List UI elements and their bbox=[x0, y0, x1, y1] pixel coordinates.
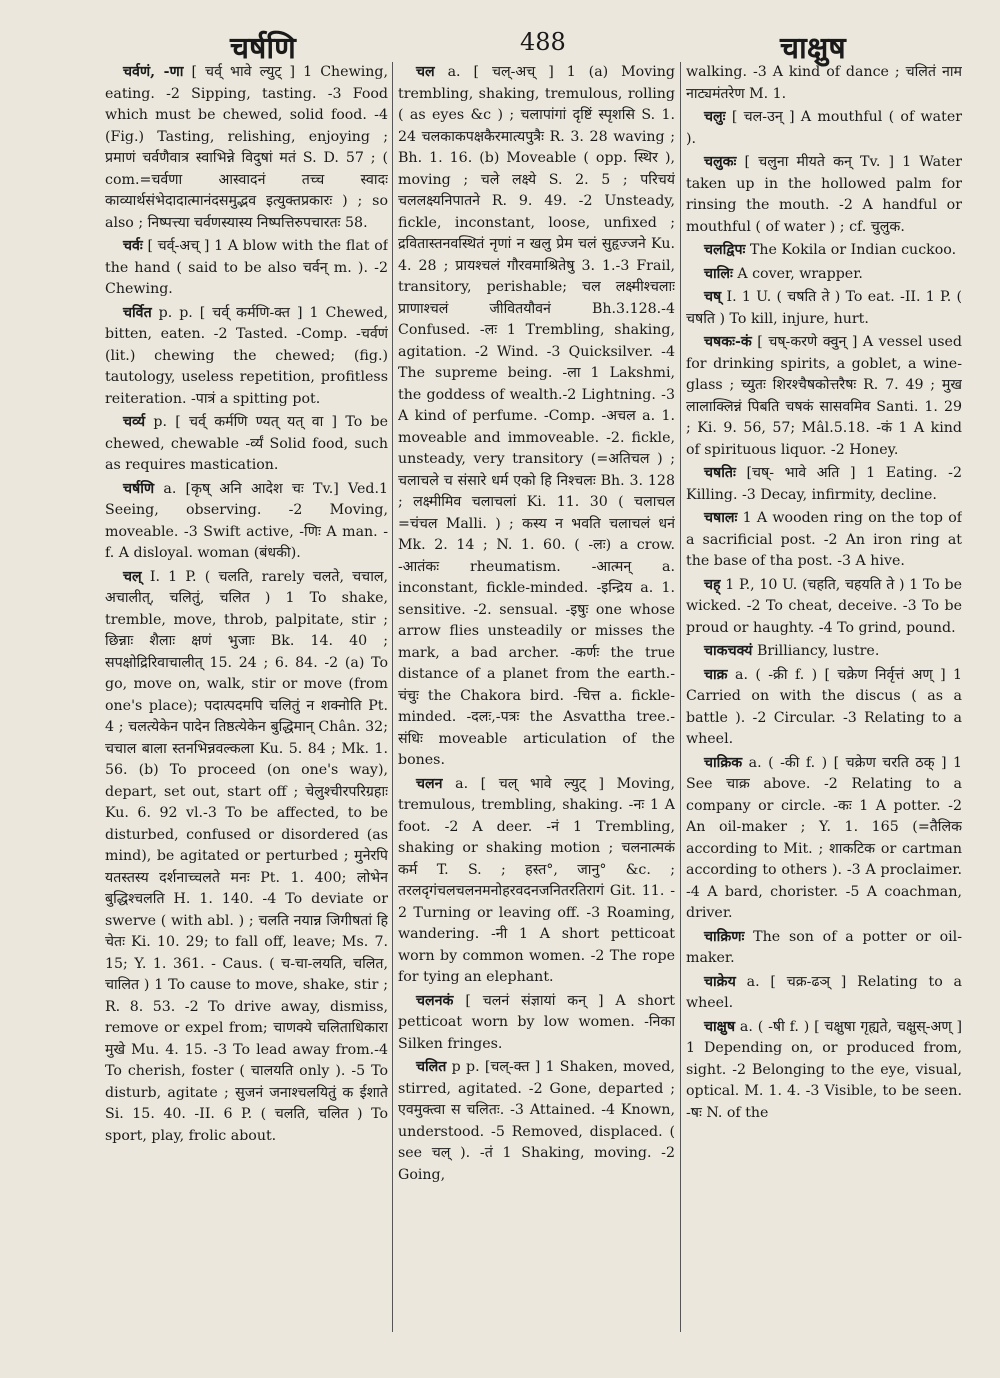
entry-definition: [ चर्व् भावे ल्युट् ] 1 Chewing, eating. -2 Sipping, tasting. -3 Food which must be chewed, solid food. -4 (Fig.) Tasting, relishing, enjoying ; प्रमाणं चर्वणैवात्र स्वाभिन्ने विदुषां मतं S. D. 57 ; ( com.=चर्वणा आस्वादनं तच्च स्वादः काव्यार्थसंभेदादात्मानंदसमुद्भव इत्युक्तप्रकारः ) ; so also ; निष्पत्त्या चर्वणस्यास्य निष्पत्तिरुपचारतः 58. bbox=[105, 64, 388, 231]
dictionary-entry bbox=[686, 287, 962, 330]
entry-headword: चलद्विपः bbox=[704, 242, 746, 258]
dictionary-entry bbox=[686, 332, 962, 461]
entry-headword: चह् bbox=[704, 576, 721, 593]
entry-definition: I. 1 P. ( चलति, rarely चलते, चचाल, अचालीत्, चलितुं, चलित ) 1 To shake, tremble, move, throb, palpitate, stir ; छिन्नाः शैलाः क्षणं भुजाः Bk. 14. 40 ; सपक्षोद्रिरिवाचालीत् 15. 24 ; 6. 84. -2 (a) To go, move on, walk, stir or move (from one's place); पदात्पदमपि चलितुं न शक्नोति Pt. 4 ; चलत्येकेन पादेन तिष्ठत्येकेन बुद्धिमान् Chân. 32; चचाल बाला स्तनभिन्नवल्कला Ku. 5. 84 ; Mk. 1. 56. (b) To proceed (on one's way), depart, set out, start off ; चेलुश्चीरपरिग्रहाः Ku. 6. 92 vl.-3 To be affected, to be disturbed, confused or disordered (as mind), be agitated or perturbed ; मुनेरपि यतस्तस्य दर्शनाच्चलते मनः Pt. 1. 400; लोभेन बुद्धिश्चलति H. 1. 140. -4 To deviate or swerve ( with abl. ) ; चलति नयान्न जिगीषतां हि चेतः Ki. 10. 29; to fall off, leave; Ms. 7. 15; Y. 1. 361. - Caus. ( च-चा-लयति, चलित, चालित ) 1 To cause to move, shake, stir ; R. 8. 53. -2 To drive away, dismiss, remove or expel from; चाणक्ये चलिताधिकारा मुखे Mu. 4. 15. -3 To lead away from.-4 To cherish, foster ( चालयति only ). -5 To disturb, agitate ; सुजनं जनाश्चलयितुं क ईशाते Si. 15. 40. -II. 6 P. ( चलति, चलित ) To sport, play, frolic about. bbox=[105, 568, 388, 1144]
dictionary-entry bbox=[686, 62, 962, 105]
entry-headword: चलुः bbox=[704, 109, 726, 125]
entry-headword: चाक्षुष bbox=[704, 1018, 736, 1035]
entry-headword: चष् bbox=[704, 289, 722, 305]
entry-headword: चर्वित bbox=[123, 304, 152, 321]
dictionary-entry bbox=[686, 641, 962, 663]
entry-headword: चाक्र bbox=[704, 666, 728, 683]
entry-headword: चाक्रिक bbox=[704, 754, 743, 771]
entry-definition: a. [ चक्र-ढञ् ] Relating to a wheel. bbox=[686, 973, 962, 1011]
entry-definition: [ चल-उन् ] A mouthful ( of water ). bbox=[686, 109, 962, 147]
entry-headword: चाक्रेय bbox=[704, 973, 736, 990]
entry-definition: 1 A wooden ring on the top of a sacrificial post. -2 An iron ring at the base of tha post. -3 A hive. bbox=[686, 510, 962, 569]
entry-headword: चषालः bbox=[704, 510, 738, 526]
entry-headword: चर्षणि bbox=[123, 480, 155, 497]
entry-headword: चर्वणं, -णा bbox=[123, 64, 184, 80]
dictionary-entry bbox=[686, 240, 962, 262]
right-running-headword: चाक्षुष bbox=[780, 31, 846, 66]
entry-headword: चषतिः bbox=[704, 465, 736, 481]
dictionary-entry bbox=[686, 264, 962, 286]
dictionary-entry bbox=[686, 972, 962, 1015]
dictionary-entry bbox=[686, 665, 962, 751]
entry-headword: चल् bbox=[123, 568, 142, 585]
entry-definition: a. ( -षी f. ) [ चक्षुषा गृह्यते, चक्षुस्-अण् ] 1 Depending on, or produced from, sight. -2 Belonging to the eye, visual, optical. M. 1. 4. -3 Visible, to be seen. -षः N. of the bbox=[686, 1018, 962, 1121]
entry-definition: The Kokila or Indian cuckoo. bbox=[749, 242, 957, 258]
entry-definition: a. [कृष् अनि आदेश चः Tv.] Ved.1 Seeing, observing. -2 Moving, moveable. -3 Swift active, -णिः A man. -f. A disloyal. woman (बंधकी). bbox=[105, 480, 388, 561]
entry-headword: चलन bbox=[416, 775, 443, 792]
entry-definition: a. ( -की f. ) [ चक्रेण चरति ठक् ] 1 See चाक्र above. -2 Relating to a company or circle. -कः 1 A potter. -2 An oil-maker ; Y. 1. 165 (=तैलिक according to Mit. ; शाकटिक or cartman according to others ). -3 A proclaimer. -4 A bard, chorister. -5 A coachman, driver. bbox=[686, 754, 962, 921]
entry-headword: चषकः-कं bbox=[704, 334, 752, 350]
dictionary-entry bbox=[686, 927, 962, 970]
entry-definition: [ चलनं संज्ञायां कन् ] A short petticoat worn by low women. -निका Silken fringes. bbox=[398, 992, 675, 1052]
entry-headword: चर्व्य bbox=[123, 414, 146, 430]
dictionary-entry bbox=[105, 303, 388, 411]
dictionary-entry bbox=[686, 107, 962, 150]
entry-headword: चलुकः bbox=[704, 154, 737, 170]
entry-definition: p. [ चर्व् कर्मणि ण्यत् यत् वा ] To be chewed, chewable -र्व्यं Solid food, such as requires mastication. bbox=[105, 414, 388, 473]
dictionary-entry bbox=[398, 991, 675, 1056]
entry-definition: The son of a potter or oil-maker. bbox=[686, 928, 962, 966]
column-3 bbox=[686, 62, 962, 1352]
entry-definition: A cover, wrapper. bbox=[737, 265, 863, 282]
entry-definition: p. p. [ चर्व् कर्मणि-क्त ] 1 Chewed, bitten, eaten. -2 Tasted. -Comp. -चर्वणं (lit.) chewing the chewed; (fig.) tautology, useless repetition, profitless reiteration. -पात्रं a spitting pot. bbox=[105, 304, 388, 407]
entry-definition: I. 1 U. ( चषति ते ) To eat. -II. 1 P. ( चषति ) To kill, injure, hurt. bbox=[686, 289, 962, 327]
entry-headword: चल bbox=[416, 64, 435, 80]
column-2 bbox=[398, 62, 675, 1352]
entry-definition: a. [ चल् भावे ल्युट् ] Moving, tremulous, trembling, shaking. -नः 1 A foot. -2 A deer. -नं 1 Trembling, shaking or shaking motion ; चलनात्मकं कर्म T. S. ; हस्त°, जानु° &c. ; तरलदृगंचलचलनमनोहरवदनजनितरतिरागं Git. 11. - 2 Turning or leaving off. -3 Roaming, wandering. -नी 1 A short petticoat worn by common women. -2 The rope for tying an elephant. bbox=[398, 775, 675, 985]
entry-definition: Brilliancy, lustre. bbox=[756, 643, 880, 659]
entry-definition: [ चलुना मीयते कन् Tv. ] 1 Water taken up in the hollowed palm for rinsing the mouth. -2 A handful or mouthful ( of water ) ; cf. चुलुक. bbox=[686, 154, 962, 235]
entry-headword: चलित bbox=[416, 1059, 447, 1075]
entry-definition: walking. -3 A kind of dance ; चलितं नाम नाट्यमंतरेण M. 1. bbox=[686, 64, 962, 102]
entry-definition: [ चर्व्-अच् ] 1 A blow with the flat of the hand ( said to be also चर्वन् m. ). -2 Chewing. bbox=[105, 238, 388, 297]
entry-definition: p p. [चल्-क्त ] 1 Shaken, moved, stirred, agitated. -2 Gone, departed ; एवमुक्त्वा स चलितः. -3 Attained. -4 Known, understood. -5 Removed, displaced. ( see चल् ). -तं 1 Shaking, moving. -2 Going, bbox=[398, 1059, 675, 1183]
dictionary-entry bbox=[686, 152, 962, 238]
entry-definition: a. ( -क्री f. ) [ चक्रेण निर्वृत्तं अण् ] 1 Carried on with the discus ( as a battle ). -2 Circular. -3 Relating to a wheel. bbox=[686, 666, 962, 747]
left-running-headword: चर्षणि bbox=[230, 31, 296, 66]
column-rule-2 bbox=[680, 62, 681, 1332]
dictionary-entry bbox=[105, 567, 388, 1148]
entry-headword: चलनकं bbox=[416, 992, 454, 1009]
dictionary-entry bbox=[398, 1057, 675, 1186]
entry-headword: चाकचक्यं bbox=[704, 643, 753, 659]
dictionary-entry bbox=[686, 753, 962, 925]
entry-definition: [ चष्-करणे क्वुन् ] A vessel used for drinking spirits, a goblet, a wine-glass ; च्युतः शिरश्चैषकोत्तरैषः R. 7. 49 ; मुख लालाक्लिन्नं पिबति चषकं सासवमिव Santi. 1. 29 ; Ki. 9. 56, 57; Mâl.5.18. -कं 1 A kind of spirituous liquor. -2 Honey. bbox=[686, 334, 962, 458]
entry-headword: चर्वः bbox=[123, 238, 143, 254]
dictionary-entry bbox=[398, 774, 675, 989]
column-1 bbox=[105, 62, 388, 1352]
dictionary-entry bbox=[105, 412, 388, 477]
dictionary-entry bbox=[105, 62, 388, 234]
dictionary-entry bbox=[686, 463, 962, 506]
dictionary-entry bbox=[105, 479, 388, 565]
dictionary-entry bbox=[398, 62, 675, 772]
entry-definition: 1 P., 10 U. (चहति, चहयति ते ) 1 To be wicked. -2 To cheat, deceive. -3 To be proud or haughty. -4 To grind, pound. bbox=[686, 576, 962, 636]
dictionary-entry bbox=[105, 236, 388, 301]
entry-headword: चाक्रिणः bbox=[704, 928, 745, 945]
entry-headword: चालिः bbox=[704, 265, 733, 282]
dictionary-entry bbox=[686, 575, 962, 640]
dictionary-entry bbox=[686, 1017, 962, 1125]
page-number: 488 bbox=[520, 28, 566, 56]
entry-definition: a. [ चल्-अच् ] 1 (a) Moving trembling, shaking, tremulous, rolling ( as eyes &c ) ; चलापांगां दृष्टिं स्पृशसि S. 1. 24 चलकाकपक्षकैरमात्यपुत्रैः R. 3. 28 waving ; Bh. 1. 16. (b) Moveable ( opp. स्थिर ), moving ; चले लक्ष्ये S. 2. 5 ; परिचयं चललक्ष्यनिपातने R. 9. 49. -2 Unsteady, fickle, inconstant, loose, unfixed ; द्रवितास्तनवस्थितं नृणां न खलु प्रेम चलं सुहृज्जने Ku. 4. 28 ; प्रायश्चलं गौरवमाश्रितेषु 3. 1.-3 Frail, transitory, perishable; चल लक्ष्मीश्चलाः प्राणाश्चलं जीवितयौवनं Bh.3.128.-4 Confused. -लः 1 Trembling, shaking, agitation. -2 Wind. -3 Quicksilver. -4 The supreme being. -ला 1 Lakshmi, the goddess of wealth.-2 Lightning. -3 A kind of perfume. -Comp. -अचल a. 1. moveable and immoveable. -2. fickle, unsteady, very transitory (=अतिचल ) ; चलाचले च संसारे धर्म एको हि निश्चलः Bh. 3. 128 ; लक्ष्मीमिव चलाचलां Ki. 11. 30 ( चलाचल =चंचल Malli. ) ; कस्य न भवति चलाचलं धनं Mk. 2. 14 ; N. 1. 60. ( -लः) a crow. -आतंकः rheumatism. -आत्मन् a. inconstant, fickle-minded. -इन्द्रिय a. 1. sensitive. -2. sensual. -इषुः one whose arrow flies unsteadily or misses the mark, a bad archer. -कर्णः the true distance of a planet from the earth.-चंचुः the Chakora bird. -चित्त a. fickle-minded. -दलः,-पत्रः the Asvattha tree.-संधिः moveable articulation of the bones. bbox=[398, 64, 675, 768]
dictionary-entry bbox=[686, 508, 962, 573]
entry-definition: [चष्- भावे अति ] 1 Eating. -2 Killing. -3 Decay, infirmity, decline. bbox=[686, 465, 962, 503]
column-rule-1 bbox=[392, 62, 393, 1332]
